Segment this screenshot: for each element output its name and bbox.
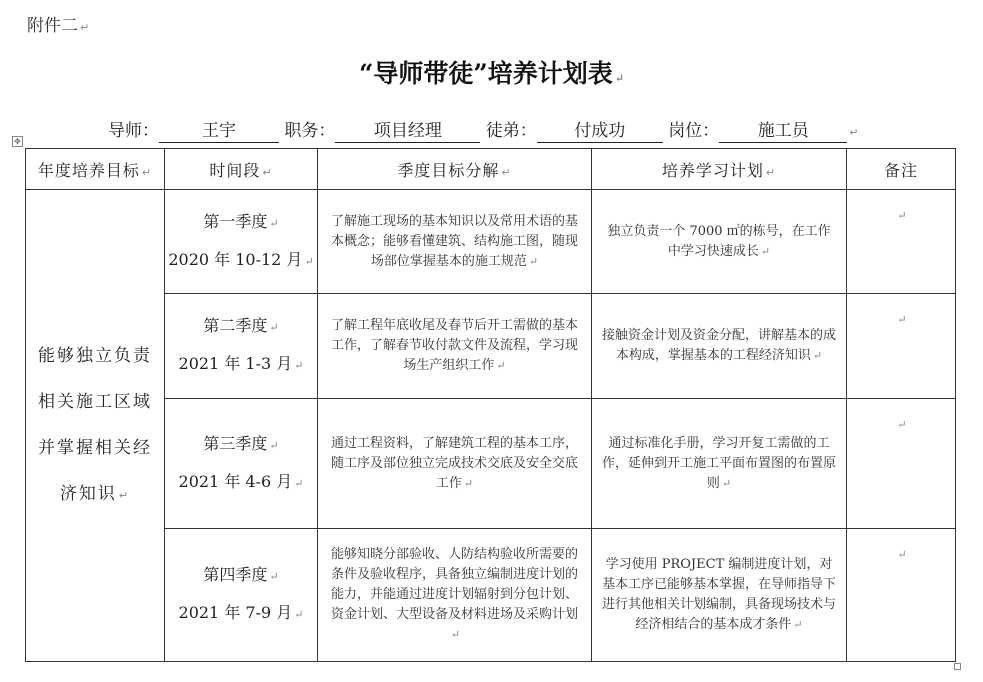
period-cell: 第一季度 ↵ 2020 年 10-12 月 ↵ [165, 190, 318, 294]
apprentice-label: 徒弟： [485, 121, 537, 141]
apprentice-value: 付成功 [537, 120, 663, 143]
plan-cell: 独立负责一个 7000 ㎡的栋号，在工作中学习快速成长 ↵ [592, 190, 847, 294]
mentor-label: 导师： [108, 121, 159, 141]
mentor-value: 王宇 [159, 120, 279, 143]
breakdown-cell: 能够知晓分部验收、人防结构验收所需要的条件及验收程序，具备独立编制进度计划的能力，并能通过进度计划辐射到分包计划、资金计划、大型设备及材料进场及采购计划↵ [318, 529, 592, 662]
attachment-label: 附件二 ↵ [27, 16, 90, 36]
breakdown-cell: 了解工程年底收尾及春节后开工需做的基本工作，了解春节收付款文件及流程，学习现场生产组织工作 ↵ [318, 294, 592, 399]
period-cell: 第四季度 ↵ 2021 年 7-9 月 ↵ [165, 529, 318, 662]
table-move-handle-icon[interactable]: ✥ [12, 136, 23, 147]
table-row [26, 294, 956, 399]
post-label: 岗位： [668, 121, 720, 141]
plan-cell: 接触资金计划及资金分配，讲解基本的成本构成，掌握基本的工程经济知识 ↵ [592, 294, 847, 399]
table-resize-handle-icon[interactable] [954, 663, 961, 670]
header-study-plan: 培养学习计划 ↵ [592, 149, 847, 190]
remark-cell: ↵ [847, 399, 956, 529]
post-value: 施工员 [719, 120, 847, 143]
position-label: 职务： [284, 121, 336, 141]
plan-cell: 通过标准化手册，学习开复工需做的工作，延伸到开工施工平面布置图的布置原则 ↵ [592, 399, 847, 529]
document-title: “导师带徒”培养计划表 ↵ [359, 59, 624, 88]
table-row [26, 399, 956, 529]
header-annual-goal: 年度培养目标 ↵ [26, 149, 165, 190]
breakdown-cell: 通过工程资料，了解建筑工程的基本工序，随工序及部位独立完成技术交底及安全交底工作 ↵ [318, 399, 592, 529]
breakdown-cell: 了解施工现场的基本知识以及常用术语的基本概念；能够看懂建筑、结构施工图，随现场部位掌握基本的施工规范 ↵ [318, 190, 592, 294]
table-row [26, 190, 956, 294]
annual-goal-cell: 能够独立负责相关施工区域并掌握相关经济知识 ↵ [26, 190, 165, 662]
header-time-period: 时间段 ↵ [165, 149, 318, 190]
table-row [26, 529, 956, 662]
remark-cell: ↵ [847, 294, 956, 399]
period-cell: 第三季度 ↵ 2021 年 4-6 月 ↵ [165, 399, 318, 529]
position-value: 项目经理 [335, 120, 480, 143]
remark-cell: ↵ [847, 529, 956, 662]
plan-cell: 学习使用 PROJECT 编制进度计划，对基本工序已能够基本掌握，在导师指导下进行其他相关计划编制，具备现场技术与经济相结合的基本成才条件 ↵ [592, 529, 847, 662]
info-line: 导师： 王宇 职务： 项目经理 徒弟： 付成功 岗位： 施工员 ↵ [108, 121, 859, 141]
header-quarter-breakdown: 季度目标分解 ↵ [318, 149, 592, 190]
header-remarks: 备注 [847, 149, 956, 190]
remark-cell: ↵ [847, 190, 956, 294]
table-header-row [26, 149, 956, 190]
training-plan-table [25, 148, 956, 662]
period-cell: 第二季度 ↵ 2021 年 1-3 月 ↵ [165, 294, 318, 399]
